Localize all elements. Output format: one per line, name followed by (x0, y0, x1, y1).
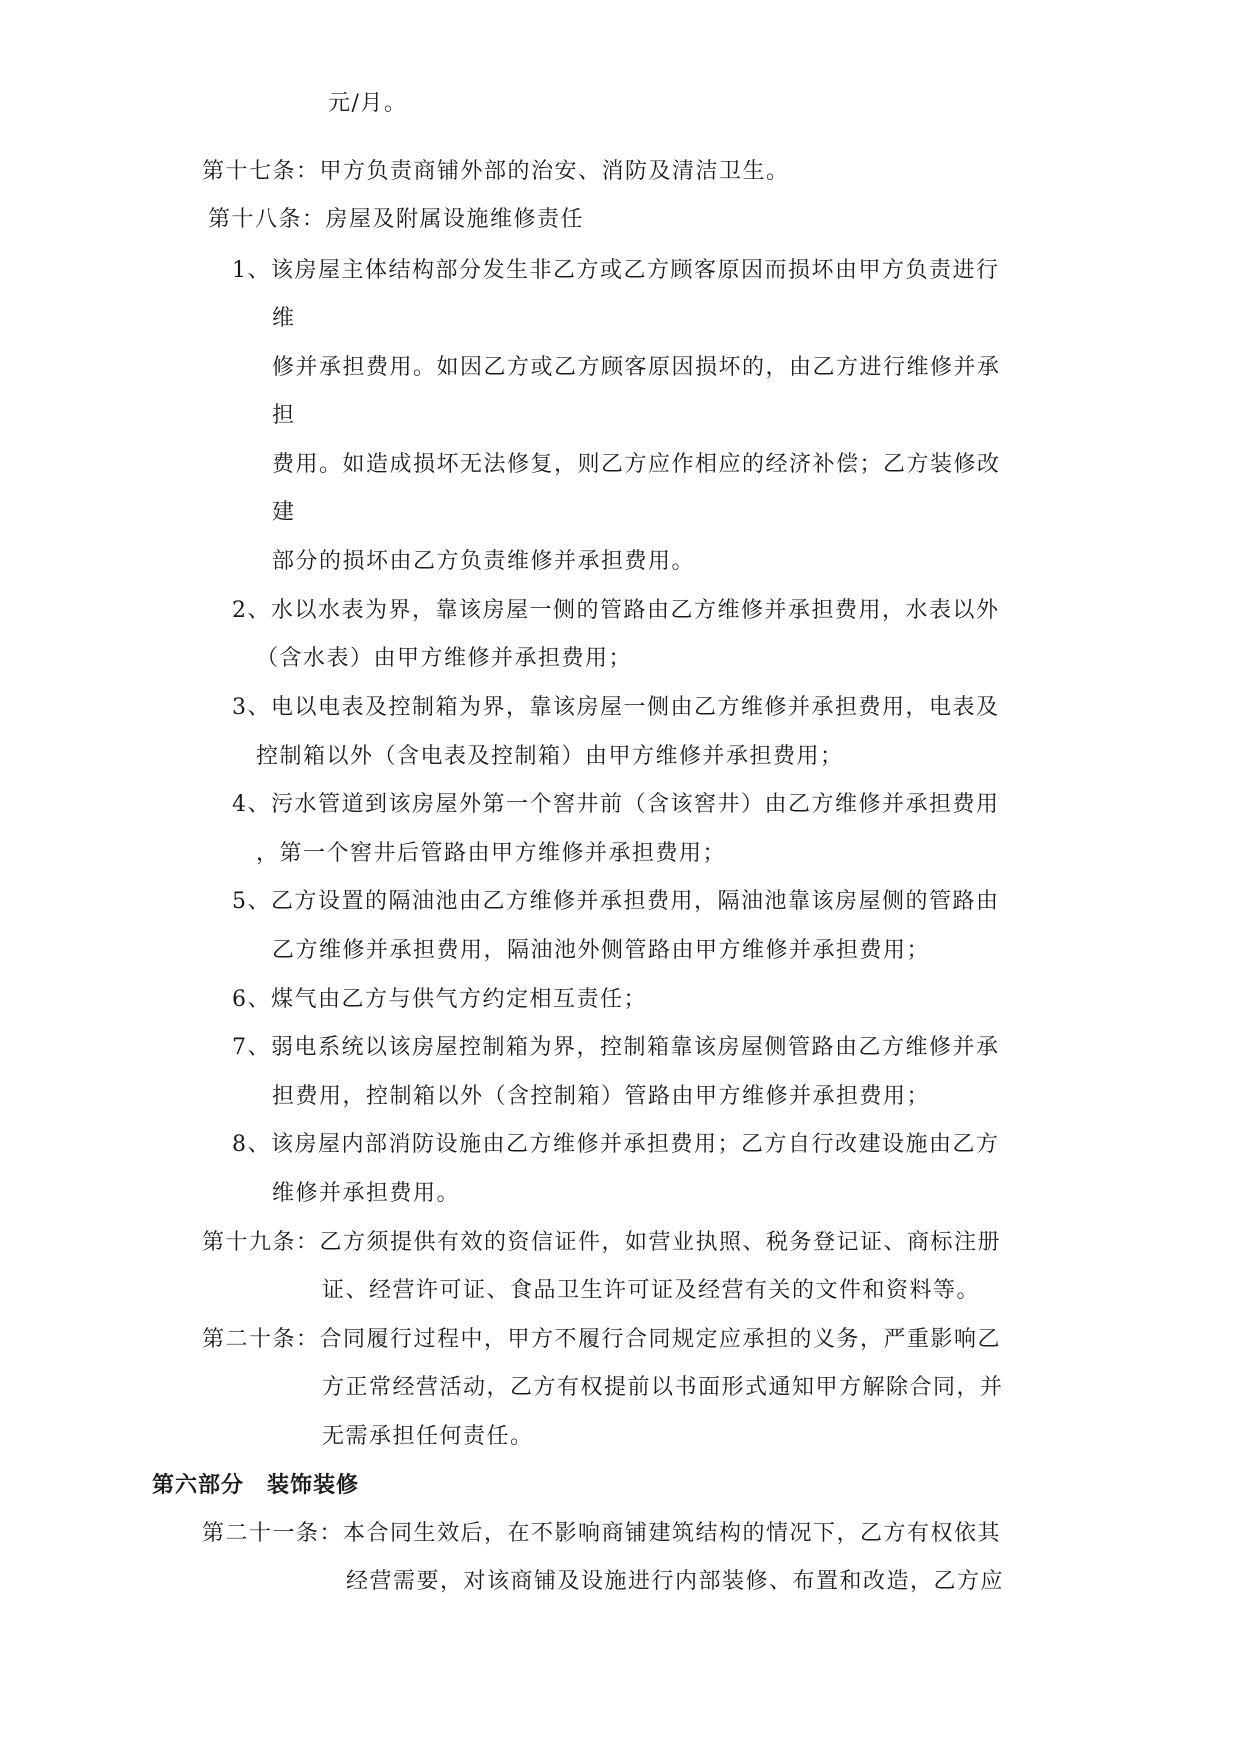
clause-5-line: 乙方维修并承担费用，隔油池外侧管路由甲方维修并承担费用； (272, 938, 931, 963)
clause-2-line: 2、水以水表为界，靠该房屋一侧的管路由乙方维修并承担费用，水表以外 (232, 598, 1000, 623)
clause-1-line: 1、该房屋主体结构部分发生非乙方或乙方顾客原因而损坏由甲方负责进行 (232, 258, 1000, 283)
clause-6-line: 6、煤气由乙方与供气方约定相互责任； (232, 987, 647, 1012)
clause-2-line: （含水表）由甲方维修并承担费用； (256, 646, 633, 671)
text-line: 元/月。 (328, 91, 408, 116)
clause-3-line: 控制箱以外（含电表及控制箱）由甲方维修并承担费用； (256, 744, 844, 769)
article-19-line: 证、经营许可证、食品卫生许可证及经营有关的文件和资料等。 (322, 1278, 981, 1303)
clause-1-line: 维 (272, 306, 296, 331)
clause-5-line: 5、乙方设置的隔油池由乙方维修并承担费用，隔油池靠该房屋侧的管路由 (232, 889, 1000, 914)
clause-4-line: 4、污水管道到该房屋外第一个窖井前（含该窖井）由乙方维修并承担费用 (232, 792, 1000, 817)
article-20-line: 方正常经营活动，乙方有权提前以书面形式通知甲方解除合同，并 (322, 1375, 1004, 1400)
clause-7-line: 7、弱电系统以该房屋控制箱为界，控制箱靠该房屋侧管路由乙方维修并承 (232, 1035, 1000, 1060)
clause-8-line: 8、该房屋内部消防设施由乙方维修并承担费用；乙方自行改建设施由乙方 (232, 1132, 1000, 1157)
article-21-line: 经营需要，对该商铺及设施进行内部装修、布置和改造，乙方应 (346, 1569, 1005, 1594)
clause-1-line: 费用。如造成损坏无法修复，则乙方应作相应的经济补偿；乙方装修改 (272, 452, 1001, 477)
article-19-line: 第十九条：乙方须提供有效的资信证件，如营业执照、税务登记证、商标注册 (202, 1230, 1002, 1255)
clause-3-line: 3、电以电表及控制箱为界，靠该房屋一侧由乙方维修并承担费用，电表及 (232, 695, 1000, 720)
article-20-line: 无需承担任何责任。 (322, 1424, 534, 1449)
clause-1-line: 担 (272, 403, 296, 428)
clause-1-line: 修并承担费用。如因乙方或乙方顾客原因损坏的，由乙方进行维修并承 (272, 355, 1001, 380)
clause-1-line: 建 (272, 500, 296, 525)
article-21-line: 第二十一条：本合同生效后，在不影响商铺建筑结构的情况下，乙方有权依其 (202, 1521, 1002, 1546)
clause-7-line: 担费用，控制箱以外（含控制箱）管路由甲方维修并承担费用； (272, 1084, 931, 1109)
article-17: 第十七条：甲方负责商铺外部的治安、消防及清洁卫生。 (202, 159, 790, 184)
clause-8-line: 维修并承担费用。 (272, 1181, 461, 1206)
article-18-title: 第十八条：房屋及附属设施维修责任 (208, 207, 585, 232)
section-heading: 第六部分 装饰装修 (152, 1472, 360, 1498)
clause-1-line: 部分的损坏由乙方负责维修并承担费用。 (272, 549, 696, 574)
article-20-line: 第二十条：合同履行过程中，甲方不履行合同规定应承担的义务，严重影响乙 (202, 1327, 1002, 1352)
clause-4-line: ，第一个窖井后管路由甲方维修并承担费用； (256, 841, 727, 866)
